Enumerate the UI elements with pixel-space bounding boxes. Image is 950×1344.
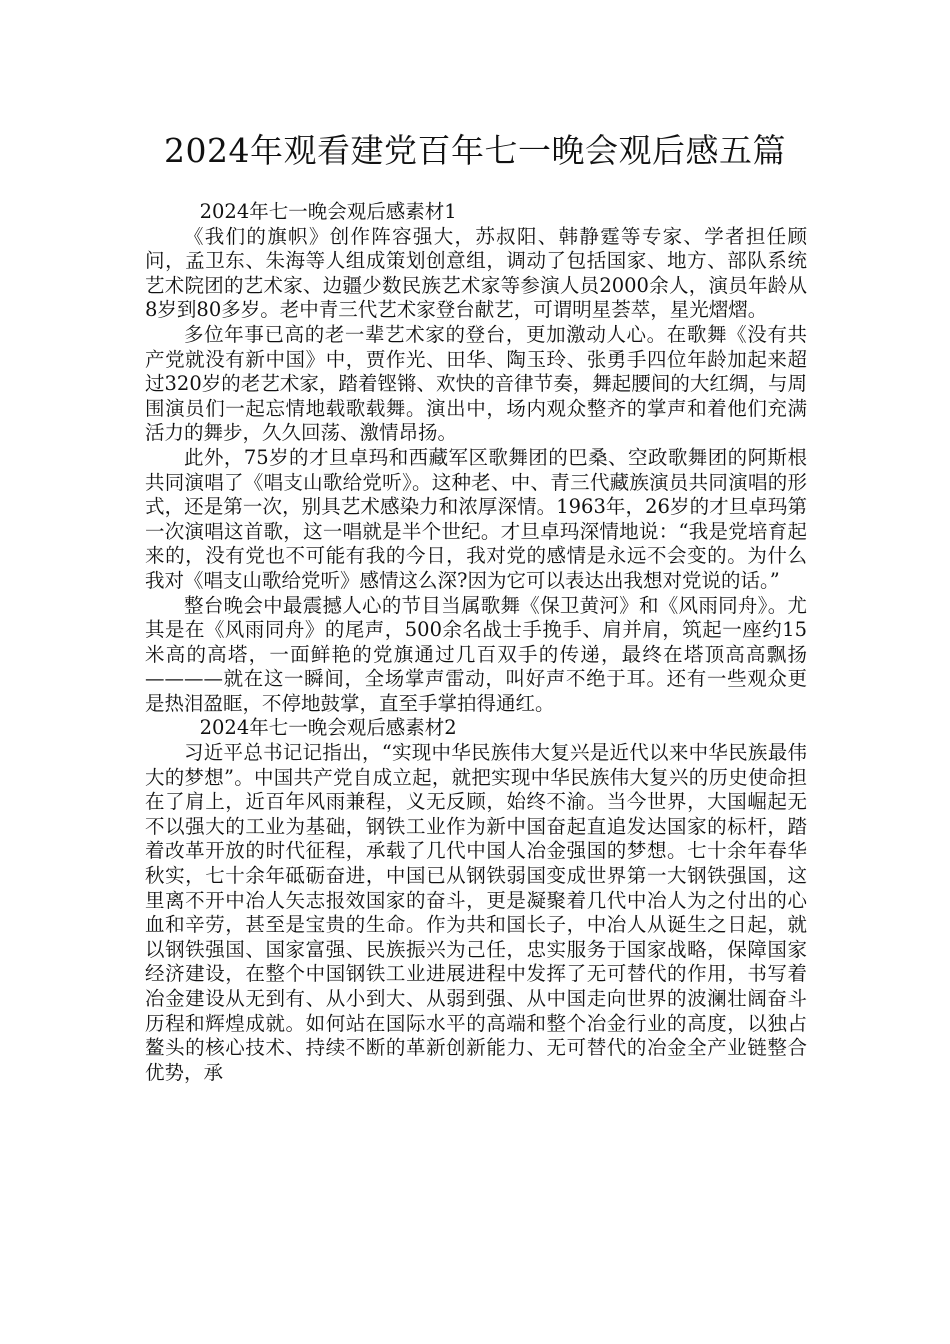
paragraph: 此外，75岁的才旦卓玛和西藏军区歌舞团的巴桑、空政歌舞团的阿斯根共同演唱了《唱支山歌给党听》。这种老、中、青三代藏族演员共同演唱的形式，还是第一次，别具艺术感染力和浓厚深情。1963年，26岁的才旦卓玛第一次演唱这首歌，这一唱就是半个世纪。才旦卓玛深情地说：“我是党培育起来的，没有党也不可能有我的今日，我对党的感情是永远不会变的。为什么我对《唱支山歌给党听》感情这么深?因为它可以表达出我想对党说的话。” bbox=[145, 445, 807, 592]
document-title: 2024年观看建党百年七一晚会观后感五篇 bbox=[164, 131, 786, 170]
paragraph: 多位年事已高的老一辈艺术家的登台，更加激动人心。在歌舞《没有共产党就没有新中国》中，贾作光、田华、陶玉玲、张勇手四位年龄加起来超过320岁的老艺术家，踏着铿锵、欢快的音律节奏，舞起腰间的大红绸，与周围演员们一起忘情地载歌载舞。演出中，场内观众整齐的掌声和着他们充满活力的舞步，久久回荡、激情昂扬。 bbox=[145, 322, 807, 445]
paragraph: 《我们的旗帜》创作阵容强大，苏叔阳、韩静霆等专家、学者担任顾问，孟卫东、朱海等人组成策划创意组，调动了包括国家、地方、部队系统艺术院团的艺术家、边疆少数民族艺术家等参演人员2000余人，演员年龄从8岁到80多岁。老中青三代艺术家登台献艺，可谓明星荟萃，星光熠熠。 bbox=[145, 224, 807, 322]
paragraph: 习近平总书记记指出，“实现中华民族伟大复兴是近代以来中华民族最伟大的梦想”。中国共产党自成立起，就把实现中华民族伟大复兴的历史使命担在了肩上，近百年风雨兼程，义无反顾，始终不渝。当今世界，大国崛起无不以强大的工业为基础，钢铁工业作为新中国奋起直追发达国家的标杆，踏着改革开放的时代征程，承载了几代中国人冶金强国的梦想。七十余年春华秋实，七十余年砥砺奋进，中国已从钢铁弱国变成世界第一大钢铁强国，这里离不开中冶人矢志报效国家的奋斗，更是凝聚着几代中冶人为之付出的心血和辛劳，甚至是宝贵的生命。作为共和国长子，中冶人从诞生之日起，就以钢铁强国、国家富强、民族振兴为己任，忠实服务于国家战略，保障国家经济建设，在整个中国钢铁工业进展进程中发挥了无可替代的作用，书写着冶金建设从无到有、从小到大、从弱到强、从中国走向世界的波澜壮阔奋斗历程和辉煌成就。如何站在国际水平的高端和整个冶金行业的高度，以独占鳌头的核心技术、持续不断的革新创新能力、无可替代的冶金全产业链整合优势，承 bbox=[145, 741, 807, 1084]
section-heading-1: 2024年七一晚会观后感素材1 bbox=[199, 200, 457, 223]
paragraph: 整台晚会中最震撼人心的节目当属歌舞《保卫黄河》和《风雨同舟》。尤其是在《风雨同舟》的尾声，500余名战士手挽手、肩并肩，筑起一座约15米高的高塔，一面鲜艳的党旗通过几百双手的传递，最终在塔顶高高飘扬————就在这一瞬间，全场掌声雷动，叫好声不绝于耳。还有一些观众更是热泪盈眶，不停地鼓掌，直至手掌拍得通红。 bbox=[145, 593, 807, 715]
document-body bbox=[145, 200, 807, 1085]
section-heading-2: 2024年七一晚会观后感素材2 bbox=[199, 716, 457, 740]
